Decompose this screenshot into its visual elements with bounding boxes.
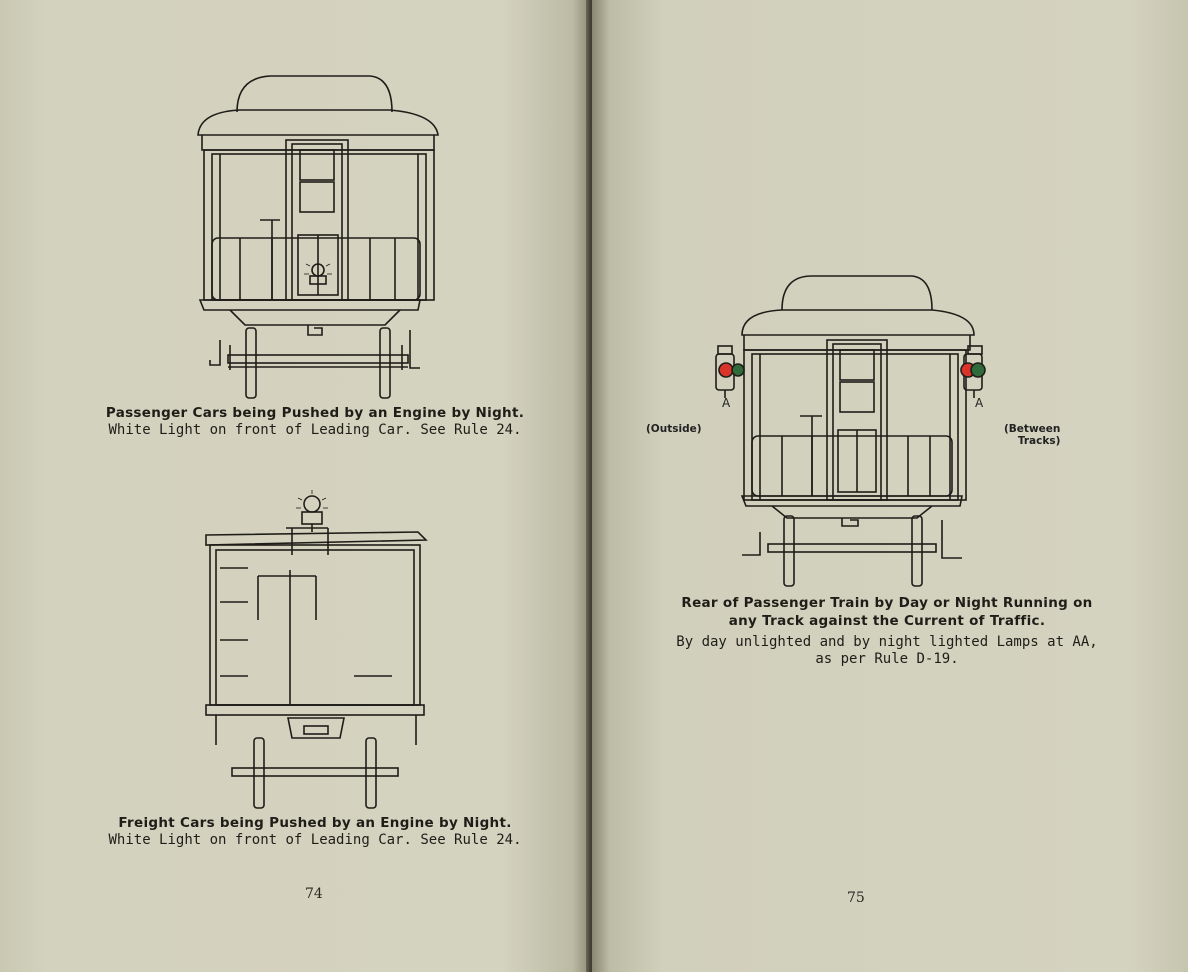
right-marker-lamp: [961, 346, 985, 398]
passenger-car-front-illustration: [190, 70, 450, 400]
passenger-train-rear-illustration: [712, 270, 1002, 590]
right-caption-text-line1: By day unlighted and by night lighted Lamps at AA,: [676, 634, 1098, 650]
right-caption-text-line2: as per Rule D-19.: [815, 651, 959, 667]
figure2-caption-text: White Light on front of Leading Car. See Rule 24.: [108, 832, 522, 848]
left-page: [0, 0, 590, 972]
figure1-caption-text: White Light on front of Leading Car. See Rule 24.: [108, 422, 522, 438]
right-caption-title-line1: Rear of Passenger Train by Day or Night Running on: [681, 595, 1093, 611]
figure2-caption: [40, 814, 590, 849]
page-number-right: 75: [847, 890, 865, 906]
right-caption-title-line2: any Track against the Current of Traffic.: [728, 613, 1046, 629]
right-page: [592, 0, 1188, 972]
outside-label: (Outside): [646, 423, 702, 435]
page-number-left: 74: [305, 886, 323, 902]
between-tracks-label: [1004, 423, 1060, 447]
lamp-letter-left: A: [722, 396, 731, 410]
between-tracks-line1: (Between: [1004, 423, 1061, 435]
figure2-caption-title: Freight Cars being Pushed by an Engine by Night.: [118, 815, 512, 831]
lamp-letter-right: A: [975, 396, 984, 410]
left-marker-lamp: [716, 346, 744, 398]
figure1-caption: [40, 404, 590, 439]
between-tracks-line2: Tracks): [1017, 435, 1061, 447]
right-figure-caption: [612, 594, 1162, 668]
freight-car-front-illustration: [196, 490, 436, 810]
figure1-caption-title: Passenger Cars being Pushed by an Engine by Night.: [105, 405, 525, 421]
